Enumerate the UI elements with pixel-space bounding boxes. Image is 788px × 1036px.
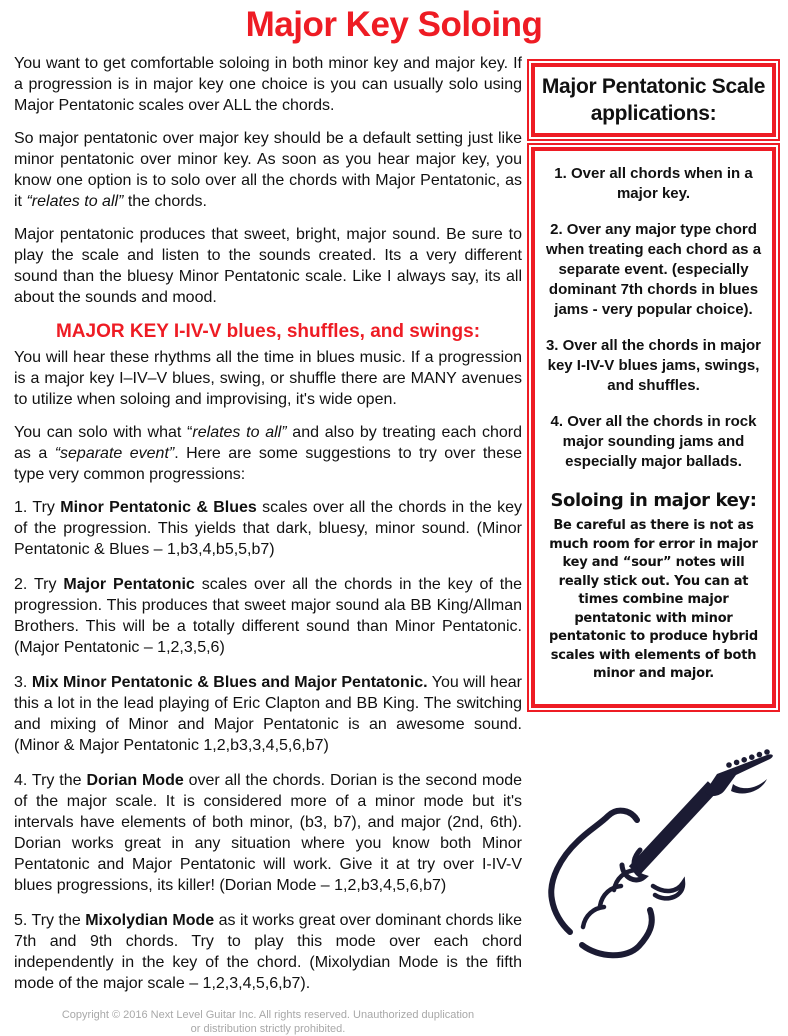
sidebar-caution-text: Be careful as there is not as much room for error in major key and “sour” notes will really stick out. You can at times combine major pentatonic with minor pentatonic to produce hybrid scales with elements of both minor and major. xyxy=(549,518,758,681)
sidebar-title-box xyxy=(531,63,776,137)
copyright-line-1: Copyright © 2016 Next Level Guitar Inc. All rights reserved. Unauthorized duplication xyxy=(61,1009,475,1021)
electric-guitar-illustration xyxy=(537,740,785,960)
copyright-notice xyxy=(14,1008,522,1036)
suggestion-item-1: 1. Try Minor Pentatonic & Blues scales over all the chords in the key of the progression. This yields that dark, bluesy, minor sound. (Minor Pentatonic & Blues – 1,b3,4,b5,5,b7) xyxy=(14,499,523,558)
sidebar-item-3: 3. Over all the chords in major key I-IV-V blues jams, swings, and shuffles. xyxy=(545,337,762,394)
guitar-neck xyxy=(634,786,713,871)
sidebar-applications-box xyxy=(531,147,776,708)
default-setting-paragraph: So major pentatonic over major key should be a default setting just like minor pentatonic over minor key. As soon as you hear major key, you know one option is to solo over all the chords with Major Pentatonic, as it “relates to all” the chords. xyxy=(14,130,522,210)
rhythms-paragraph: You will hear these rhythms all the time in blues music. If a progression is a major key I–IV–V blues, swing, or shuffle there are MANY avenues to utilize when soloing and improvising, it's wide open. xyxy=(14,349,522,408)
intro-paragraph: You want to get comfortable soloing in both minor key and major key. If a progression is in major key one choice is you can usually solo using Major Pentatonic scales over ALL the chords. xyxy=(14,55,522,114)
sidebar-item-1: 1. Over all chords when in a major key. xyxy=(554,165,753,202)
suggestion-item-3: 3. Mix Minor Pentatonic & Blues and Major Pentatonic. You will hear this a lot in the lead playing of Eric Clapton and BB King. The switching and mixing of Minor and Major Pentatonic is an awesome sound. (Minor & Major Pentatonic 1,2,b3,3,4,5,6,b7) xyxy=(14,674,522,754)
sidebar-item-4: 4. Over all the chords in rock major sounding jams and especially major ballads. xyxy=(550,413,757,470)
sidebar-item-2: 2. Over any major type chord when treating each chord as a separate event. (especially dominant 7th chords in blues jams - very popular choice). xyxy=(545,221,762,318)
sidebar-title: Major Pentatonic Scale applications: xyxy=(541,75,766,125)
page-title: Major Key Soloing xyxy=(245,5,543,44)
suggestion-item-5: 5. Try the Mixolydian Mode as it works great over dominant chords like 7th and 9th chords. Try to play this mode over each chord independently in the key of the chord. (Mixolydian Mode is the fifth mode of the major scale – 1,2,3,4,5,6,b7). xyxy=(14,912,523,992)
suggestion-item-4: 4. Try the Dorian Mode over all the chords. Dorian is the second mode of the major scale. It is considered more of a minor mode but it's intervals have elements of both minor, (b3, b7), and major (2nd, 6th). Dorian works great in any situation where you know both Minor Pentatonic and Major Pentatonic will work. Give it at try over I-IV-V blues progressions, its killer! (Dorian Mode – 1,2,b3,4,5,6,b7) xyxy=(14,772,523,894)
sweet-sound-paragraph: Major pentatonic produces that sweet, bright, major sound. Be sure to play the scale and listen to the sounds created. Its a very different sound than the bluesy Minor Pentatonic scale. Like I always say, its all about the sounds and mood. xyxy=(14,226,522,306)
main-column xyxy=(14,53,522,1036)
suggestion-item-2: 2. Try Major Pentatonic scales over all the chords in the key of the progression. This produces that sweet major sound ala BB King/Allman Brothers. This will be a totally different sound than Minor Pentatonic. (Major Pentatonic – 1,2,3,5,6) xyxy=(14,576,523,656)
section-heading: MAJOR KEY I-IV-V blues, shuffles, and swings: xyxy=(55,321,481,342)
copyright-line-2: or distribution strictly prohibited. xyxy=(190,1023,346,1035)
guitar-headstock xyxy=(705,749,773,796)
sidebar-subheading: Soloing in major key: xyxy=(550,490,757,511)
suggestions-intro-paragraph: You can solo with what “relates to all” and also by treating each chord as a “separate event”. Here are some suggestions to try over these type very common progressions: xyxy=(14,424,523,483)
